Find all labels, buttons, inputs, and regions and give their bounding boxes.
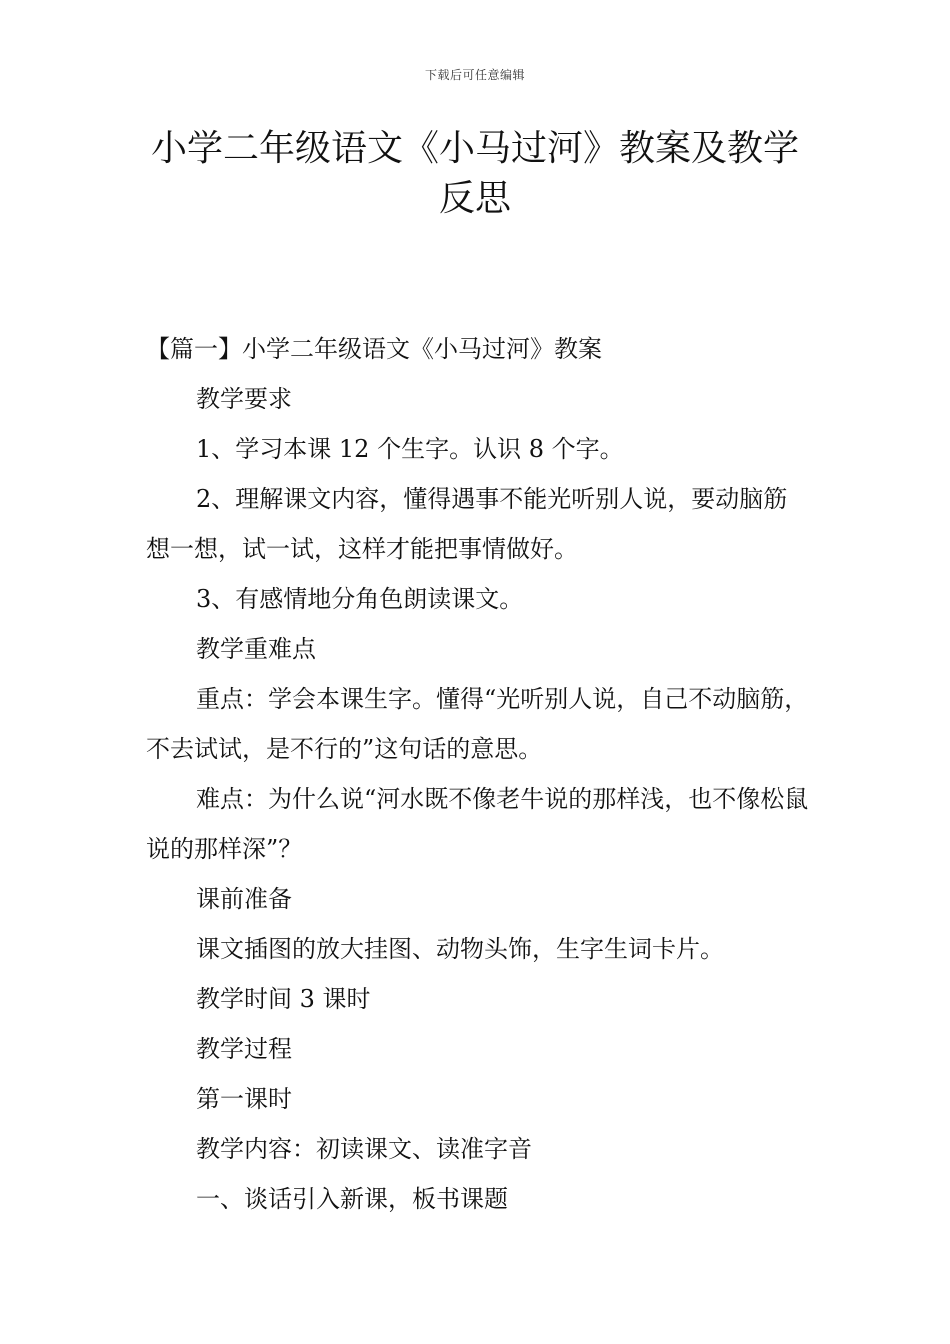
header-note: 下载后可任意编辑 <box>424 68 525 82</box>
document-title <box>140 124 810 224</box>
paragraph: 教学时间 3 课时 <box>196 985 371 1013</box>
paragraph: 一、谈话引入新课，板书课题 <box>196 1185 508 1213</box>
section-heading: 【篇一】小学二年级语文《小马过河》教案 <box>146 335 602 363</box>
paragraph: 教学要求 <box>196 385 292 413</box>
paragraph: 教学内容：初读课文、读准字音 <box>196 1135 532 1163</box>
paragraph: 课文插图的放大挂图、动物头饰，生字生词卡片。 <box>196 935 724 963</box>
paragraph: 教学过程 <box>196 1035 292 1063</box>
title-line-2: 反思 <box>438 178 511 219</box>
paragraph: 难点：为什么说“河水既不像老牛说的那样浅，也不像松鼠说的那样深”？ <box>146 785 809 863</box>
title-line-1: 小学二年级语文《小马过河》教案及教学 <box>150 128 799 169</box>
paragraph: 2、理解课文内容，懂得遇事不能光听别人说，要动脑筋想一想，试一试，这样才能把事情做好。 <box>146 485 788 563</box>
paragraph: 重点：学会本课生字。懂得“光听别人说，自己不动脑筋，不去试试，是不行的”这句话的意思。 <box>146 685 809 763</box>
paragraph: 第一课时 <box>196 1085 292 1113</box>
paragraph: 课前准备 <box>196 885 292 913</box>
paragraph: 教学重难点 <box>196 635 316 663</box>
document-body <box>146 324 810 1224</box>
paragraph: 3、有感情地分角色朗读课文。 <box>196 585 524 613</box>
paragraph: 1、学习本课 12 个生字。认识 8 个字。 <box>196 435 624 463</box>
